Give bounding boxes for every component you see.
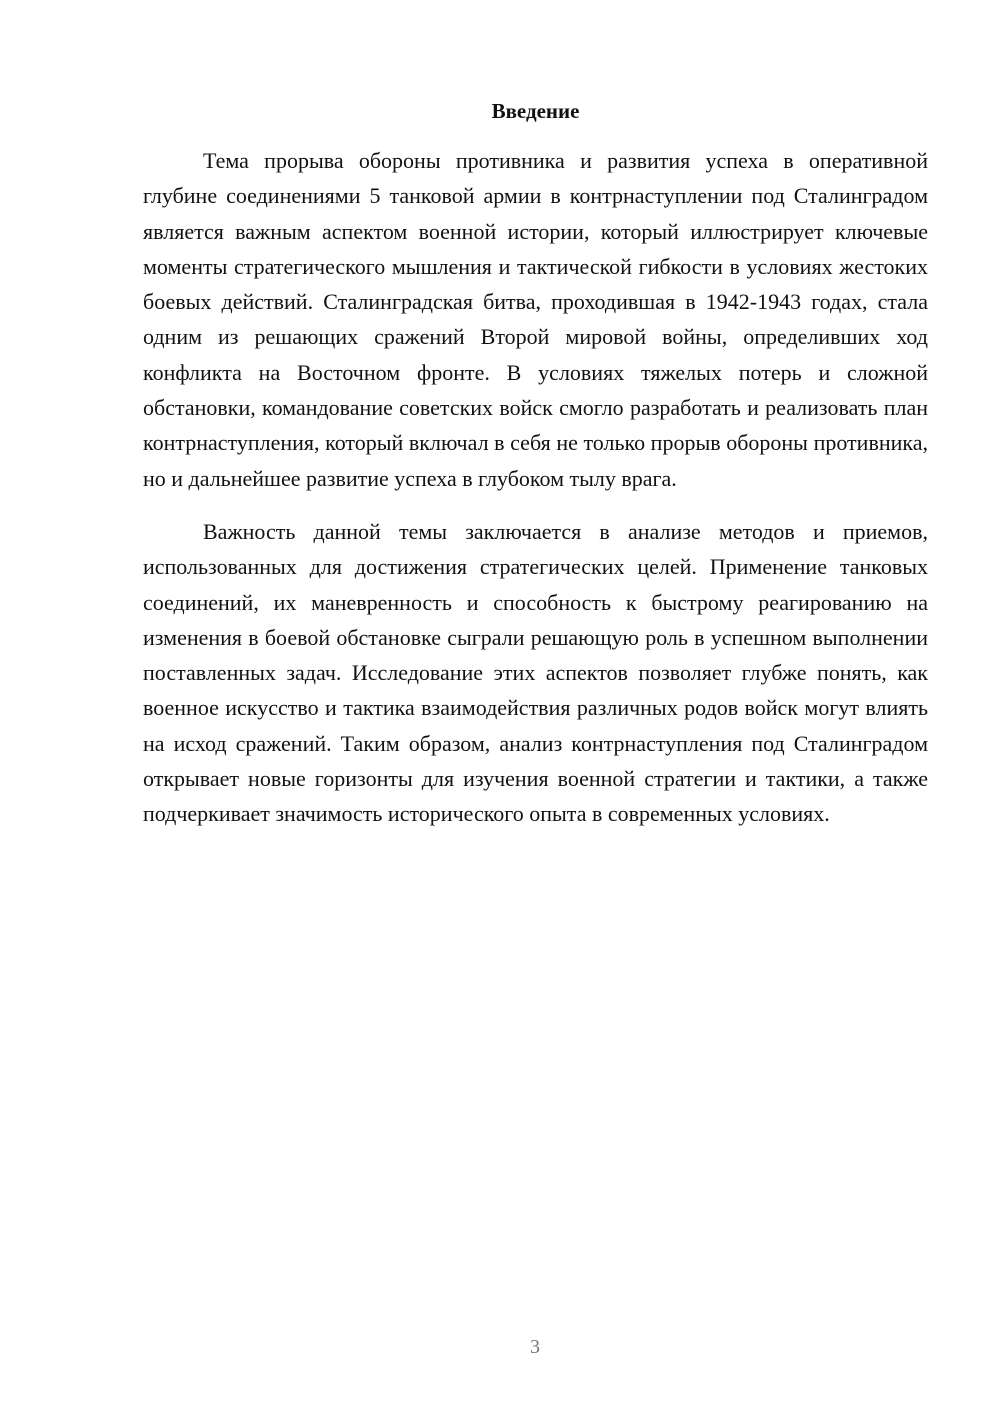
paragraph-2: Важность данной темы заключается в анализе методов и приемов, использованных для достижения стратегических целей. Применение танковых соединений, их маневренность и способность к быстрому реагированию на изменения в боевой обстановке сыграли решающую роль в успешном выполнении поставленных задач. Исследование этих аспектов позволяет глубже понять, как военное искусство и тактика взаимодействия различных родов войск могут влиять на исход сражений. Таким образом, анализ контрнаступления под Сталинградом открывает новые горизонты для изучения военной стратегии и тактики, а также подчеркивает значимость исторического опыта в современных условиях. [143, 518, 928, 827]
page-number: 3 [530, 1336, 540, 1358]
page-title: Введение [491, 99, 580, 123]
document-body [143, 143, 928, 832]
paragraph-1: Тема прорыва обороны противника и развития успеха в оперативной глубине соединениями 5 танковой армии в контрнаступлении под Сталинградом является важным аспектом военной истории, который иллюстрирует ключевые моменты стратегического мышления и тактической гибкости в условиях жестоких боевых действий. Сталинградская битва, проходившая в 1942-1943 годах, стала одним из решающих сражений Второй мировой войны, определивших ход конфликта на Восточном фронте. В условиях тяжелых потерь и сложной обстановки, командование советских войск смогло разработать и реализовать план контрнаступления, который включал в себя не только прорыв обороны противника, но и дальнейшее развитие успеха в глубоком тылу врага. [143, 148, 928, 491]
